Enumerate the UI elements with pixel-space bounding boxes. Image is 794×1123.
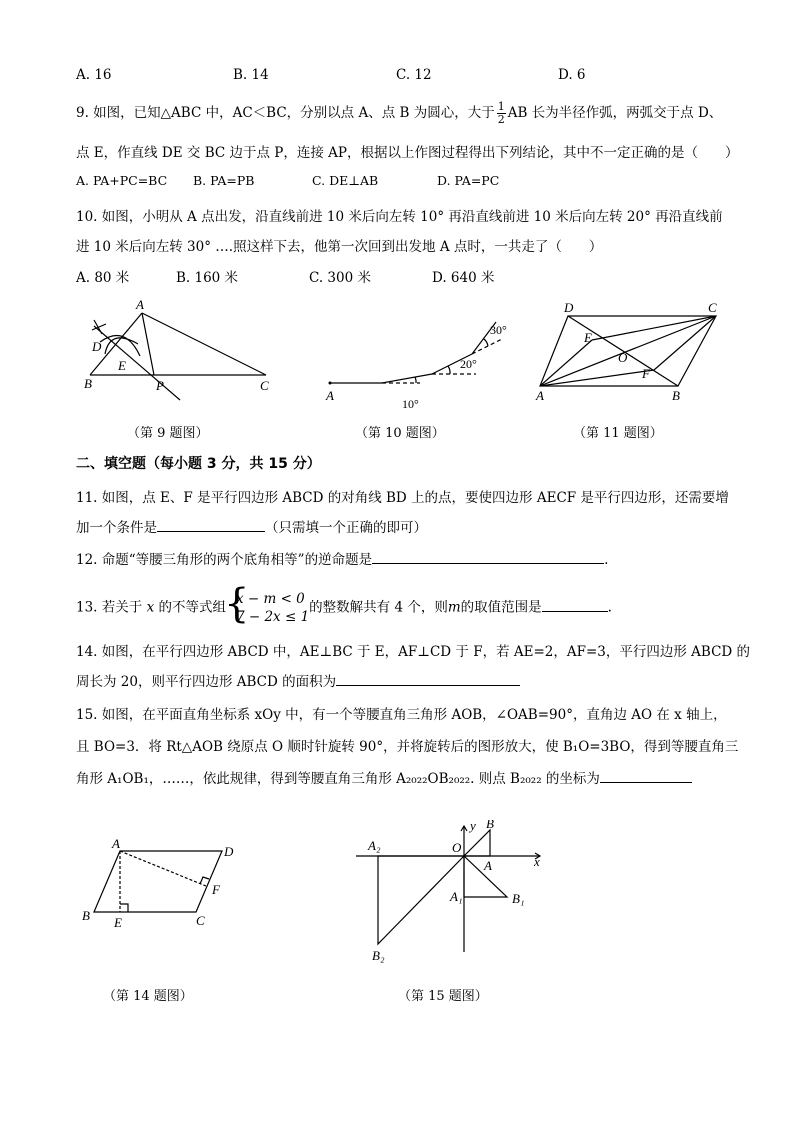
fig11-segment-fc [654,316,716,370]
figure-9 [80,296,280,406]
fig9-label-p: P [156,378,164,393]
q12-post: . [604,552,609,568]
q11-line2-pre: 加一个条件是 [76,520,157,536]
fig9-label-c: C [260,378,269,393]
fig11-segment-ec [592,316,716,340]
fig10-dash-3 [472,339,502,354]
fig11-diagonal-ac [540,316,716,386]
fig11-label-o: O [618,350,628,365]
fig11-label-d: D [564,300,574,315]
fig15-label-b2: B₂ [372,948,385,963]
fig15-label-y: y [470,820,476,833]
q13-end: . [607,599,612,616]
figure-15 [352,820,552,968]
fig14-label-c: C [196,913,205,928]
fig9-segment-ac [142,313,266,375]
fig14-label-f: F [212,882,220,897]
fig9-label-b: B [84,376,92,391]
q13-inequality-system [226,590,309,626]
q13-answer-blank[interactable] [542,597,608,612]
q14-line1: 14. 如图，在平行四边形 ABCD 中，AE⊥BC 于 E，AF⊥CD 于 F，若 AE=2，AF=3，平行四边形 ABCD 的 [76,644,751,660]
fig14-parallelogram [94,851,222,912]
q13-ineq-2: 7 − 2x ≤ 1 [235,609,310,625]
q9-option-c: C. DE⊥AB [312,173,379,188]
fig10-angle-10 [415,377,416,383]
q11-line2 [76,516,427,536]
q9-frac-den: 2 [497,113,505,126]
q11-answer-blank[interactable] [157,517,265,532]
q13-ineq-1: { x − m < 0 [235,591,305,607]
fig10-angle-30 [484,339,488,346]
q13-var-x: x [146,599,155,616]
fig14-label-e: E [114,915,122,930]
q8-option-b: B. 14 [233,67,269,83]
q15-line2: 且 BO=3．将 Rt△AOB 绕原点 O 顺时针旋转 90°，并将旋转后的图形放大，使 B₁O=3BO，得到等腰直角三 [76,739,739,755]
q13-mid: 的不等式组 [158,599,226,616]
fig11-label-c: C [708,300,717,315]
fig15-caption: （第 15 题图） [398,989,488,1004]
q13-post1: 的整数解共有 4 个，则 [309,599,448,616]
q10-line2: 进 10 米后向左转 30° ….照这样下去，他第一次回到出发地 A 点时，一共走了（ ） [76,239,603,255]
fig15-label-b1: B₁ [512,891,525,906]
q9-option-b: B. PA=PB [193,173,255,188]
section-2-heading: 二、填空题（每小题 3 分，共 15 分） [76,456,321,472]
q13-line [76,590,612,626]
q9-frac-num: 1 [497,100,505,113]
fig14-label-b: B [82,908,90,923]
q10-option-c: C. 300 米 [309,270,371,286]
q12-line [76,548,608,568]
q13-post2: 的取值范围是 [460,599,542,616]
fig9-label-e: E [118,358,126,373]
fig10-label-20: 20° [460,357,477,371]
q15-answer-blank[interactable] [600,768,692,783]
fig11-label-b: B [672,388,680,403]
q9-option-d: D. PA=PC [437,173,500,188]
figure-10 [320,296,510,414]
fig9-label-d: D [92,339,102,354]
fig10-label-10: 10° [402,397,419,411]
fig10-angle-20 [448,366,450,374]
q15-line3-pre: 角形 A₁OB₁，……，依此规律，得到等腰直角三角形 A₂₀₂₂OB₂₀₂₂. 则点 B₂₀₂₂ 的坐标为 [76,771,600,787]
fig14-right-angle-e [120,904,128,912]
q13-var-m: m [447,599,461,616]
q14-answer-blank[interactable] [336,671,520,686]
fig14-right-angle-f [200,877,209,884]
q12-answer-blank[interactable] [372,549,604,564]
q10-option-b: B. 160 米 [176,270,239,286]
q9-line1 [76,101,722,126]
fig11-segment-af [540,370,654,386]
fig15-label-a1: A₁ [450,889,463,904]
fig15-label-a2: A₂ [368,838,381,853]
q8-option-d: D. 6 [558,67,586,83]
fig14-label-a: A [112,836,120,851]
q9-line2: 点 E，作直线 DE 交 BC 边于点 P，连接 AP，根据以上作图过程得出下列结论，其中不一定正确的是（ ） [76,145,739,161]
q9-post: AB 长为半径作弧，两弧交于点 D、 [507,105,723,121]
fig14-altitude-af [120,851,206,886]
q10-option-d: D. 640 米 [432,270,495,286]
q11-line2-post: （只需填一个正确的即可） [265,520,427,536]
q14-line2-pre: 周长为 20，则平行四边形 ABCD 的面积为 [76,674,337,690]
fig14-caption: （第 14 题图） [103,989,193,1004]
q10-option-a: A. 80 米 [76,270,130,286]
q8-option-c: C. 12 [396,67,432,83]
q12-pre: 12. 命题“等腰三角形的两个底角相等”的逆命题是 [76,552,373,568]
fig15-label-b: B [486,820,494,831]
q10-line1: 10. 如图，小明从 A 点出发，沿直线前进 10 米后向左转 10° 再沿直线前进 10 米后向左转 20° 再沿直线前 [76,209,723,225]
q15-line3 [76,767,692,787]
q9-pre: 9. 如图，已知△ABC 中，AC＜BC，分别以点 A、点 B 为圆心，大于 [76,105,495,121]
fig11-label-f: F [642,366,650,381]
figure-11 [530,296,730,406]
figure-14 [78,836,248,932]
q11-line1: 11. 如图，点 E、F 是平行四边形 ABCD 的对角线 BD 上的点，要使四边形 AECF 是平行四边形，还需要增 [76,490,729,506]
fig15-label-o: O [452,840,462,855]
fig9-caption: （第 9 题图） [127,426,209,441]
fig14-label-d: D [224,844,234,859]
fig10-segment-2 [382,374,432,383]
q15-line1: 15. 如图，在平面直角坐标系 xOy 中，有一个等腰直角三角形 AOB，∠OAB=90°，直角边 AO 在 x 轴上， [76,707,727,723]
fig15-triangle-aob [464,830,490,856]
q9-option-a: A. PA+PC=BC [76,173,168,188]
fig10-point-a [329,382,332,385]
fig11-segment-ae [540,340,592,386]
fig9-segment-ap [142,313,154,375]
fig9-label-a: A [136,297,144,312]
q13-pre: 13. 若关于 [76,599,143,616]
q9-fraction [497,101,506,126]
fig11-caption: （第 11 题图） [573,426,663,441]
fig10-label-30: 30° [490,323,507,337]
fig11-label-e: E [584,330,592,345]
fig15-label-x: x [534,854,540,869]
fig10-label-a: A [326,388,334,403]
q8-option-a: A. 16 [76,67,112,83]
fig10-caption: （第 10 题图） [355,426,445,441]
q14-line2 [76,670,520,690]
fig15-label-a: A [484,858,492,873]
fig9-line-de [94,326,180,400]
fig11-label-a: A [536,388,544,403]
